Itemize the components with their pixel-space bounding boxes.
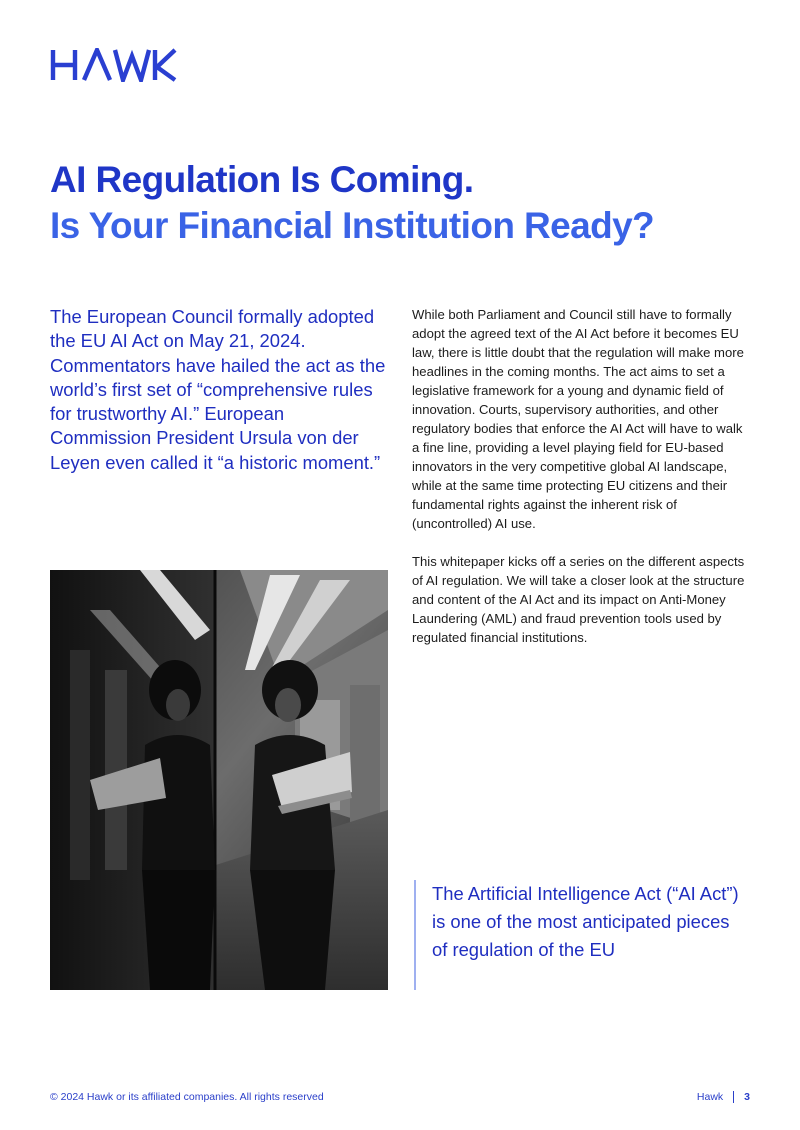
photo-woman-laptop-corridor-icon <box>50 570 388 990</box>
page-title <box>50 157 770 249</box>
lead-paragraph <box>50 305 390 475</box>
hawk-logo-icon <box>50 48 178 82</box>
footer-copyright: © 2024 Hawk or its affiliated companies. All rights reserved <box>50 1091 324 1103</box>
body-paragraph-1: While both Parliament and Council still have to formally adopt the agreed text of the AI Act before it becomes EU law, there is little doubt that the regulation will make more headlines in the coming months. The act aims to set a legislative framework for a young and dynamic field of innovation. Courts, supervisory authorities, and other regulatory bodies that enforce the AI Act will have to walk a fine line, providing a level playing field for EU-based innovators in the very competitive global AI landscape, while at the same time protecting EU citizens and their fundamental rights against the inherent risk of (uncontrolled) AI use. <box>412 307 744 531</box>
page-number: 3 <box>744 1091 750 1103</box>
pull-quote-text: The Artificial Intelligence Act (“AI Act”) is one of the most anticipated pieces of regulation of the EU <box>432 883 739 960</box>
footer-page-info <box>697 1091 750 1103</box>
footer-brand: Hawk <box>696 1091 724 1103</box>
body-text <box>412 305 752 666</box>
body-paragraph-2: This whitepaper kicks off a series on the different aspects of AI regulation. We will take a closer look at the structure and content of the AI Act and its impact on Anti-Money Laundering (AML) and fraud prevention tools used by regulated financial institutions. <box>412 554 745 645</box>
title-line-2: Is Your Financial Institution Ready? <box>50 205 655 246</box>
hawk-logo <box>50 48 178 82</box>
title-line-1: AI Regulation Is Coming. <box>50 159 474 200</box>
footer-divider <box>733 1091 734 1103</box>
lead-text: The European Council formally adopted the EU AI Act on May 21, 2024. Commentators have hailed the act as the world’s first set of “comprehensive rules for trustworthy AI.” European Commission President Ursula von der Leyen even called it “a historic moment.” <box>50 306 386 473</box>
pull-quote <box>414 880 742 990</box>
woman-with-laptop-photo <box>50 570 388 990</box>
